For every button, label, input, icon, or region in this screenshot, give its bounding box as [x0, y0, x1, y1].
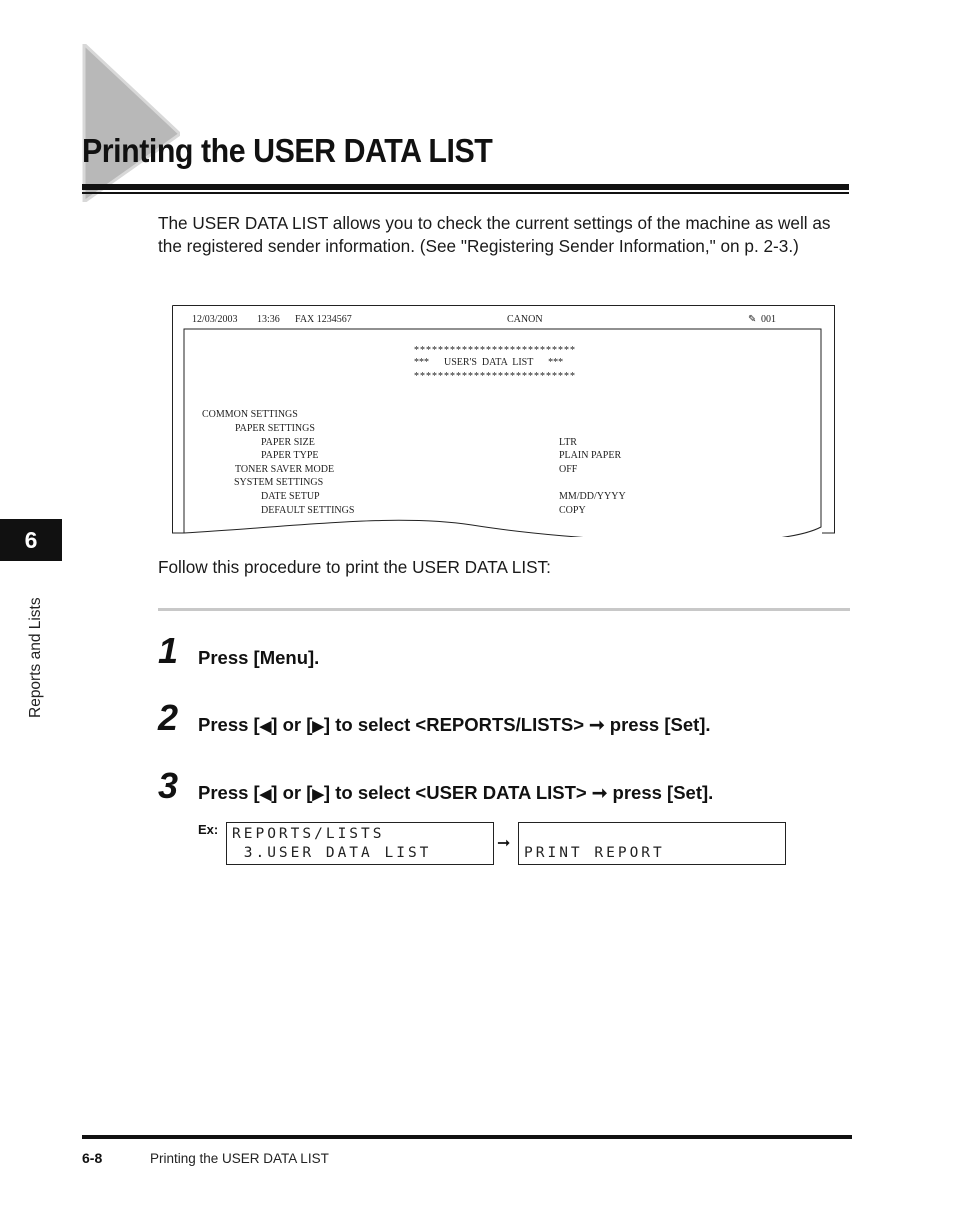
title-rule-thin	[82, 192, 849, 194]
arrow-icon: ➞	[591, 782, 608, 803]
page-number: 6-8	[82, 1150, 103, 1166]
report-row-label: COMMON SETTINGS	[202, 409, 298, 420]
report-row-label: SYSTEM SETTINGS	[234, 477, 324, 488]
step-text: Press [◀] or [▶] to select <REPORTS/LISTS> ➞ press [Set].	[198, 714, 711, 735]
report-fax: FAX 1234567	[295, 314, 352, 325]
report-row-value: OFF	[559, 464, 578, 475]
report-row-label: DEFAULT SETTINGS	[261, 505, 355, 516]
footer-section-title: Printing the USER DATA LIST	[150, 1151, 329, 1166]
left-arrow-key-icon: ◀	[259, 718, 272, 735]
step-number: 2	[158, 697, 179, 738]
right-arrow-key-icon: ▶	[312, 786, 324, 803]
report-stars-bottom: ***************************	[414, 371, 576, 382]
report-date: 12/03/2003	[192, 314, 238, 325]
step-1	[158, 630, 858, 673]
step-2	[158, 697, 858, 740]
lcd-line-1: REPORTS/LISTS	[232, 826, 385, 842]
report-row-label: PAPER SETTINGS	[235, 423, 315, 434]
report-row-value: LTR	[559, 437, 577, 448]
report-row-value: PLAIN PAPER	[559, 450, 622, 461]
lcd-display-menu	[226, 822, 494, 865]
lcd-line-2: PRINT REPORT	[524, 845, 665, 861]
arrow-icon: ➞	[497, 835, 511, 852]
step-number: 3	[158, 765, 179, 806]
report-page-icon: ✎	[748, 314, 757, 325]
footer-rule	[82, 1135, 852, 1139]
lcd-line-2: 3.USER DATA LIST	[232, 845, 432, 861]
report-row-value: COPY	[559, 505, 586, 516]
intro-paragraph: The USER DATA LIST allows you to check the current settings of the machine as well as the registered sender information. (See "Registering Sender Information," on p. 2-3.)	[158, 213, 831, 256]
report-row-label: DATE SETUP	[261, 491, 320, 502]
report-sender: CANON	[507, 314, 543, 325]
report-row-value: MM/DD/YYYY	[559, 491, 626, 502]
step-3	[158, 765, 858, 808]
report-stars-top: ***************************	[414, 345, 576, 356]
user-data-list-sample	[172, 305, 835, 537]
report-paper-outline	[172, 305, 835, 537]
report-heading: *** USER'S DATA LIST ***	[414, 357, 564, 368]
procedure-intro: Follow this procedure to print the USER DATA LIST:	[158, 557, 551, 577]
report-row-label: PAPER SIZE	[261, 437, 315, 448]
report-time: 13:36	[257, 314, 280, 325]
report-row-label: PAPER TYPE	[261, 450, 319, 461]
decorative-triangle	[80, 44, 180, 202]
right-arrow-key-icon: ▶	[312, 718, 324, 735]
report-row-label: TONER SAVER MODE	[235, 464, 335, 475]
example-label: Ex:	[198, 822, 219, 837]
chapter-name: Reports and Lists	[27, 597, 44, 718]
section-divider	[158, 608, 850, 611]
lcd-display-print	[518, 822, 786, 865]
step-number: 1	[158, 630, 179, 671]
step-text: Press [Menu].	[198, 647, 320, 668]
title-rule	[82, 184, 849, 190]
arrow-icon: ➞	[589, 714, 605, 735]
report-page-number: 001	[761, 314, 776, 325]
step-text: Press [◀] or [▶] to select <USER DATA LIST> ➞ press [Set].	[198, 782, 714, 803]
left-arrow-key-icon: ◀	[259, 786, 272, 803]
chapter-tab: 6	[0, 519, 62, 561]
page-title: Printing the USER DATA LIST	[82, 132, 493, 169]
